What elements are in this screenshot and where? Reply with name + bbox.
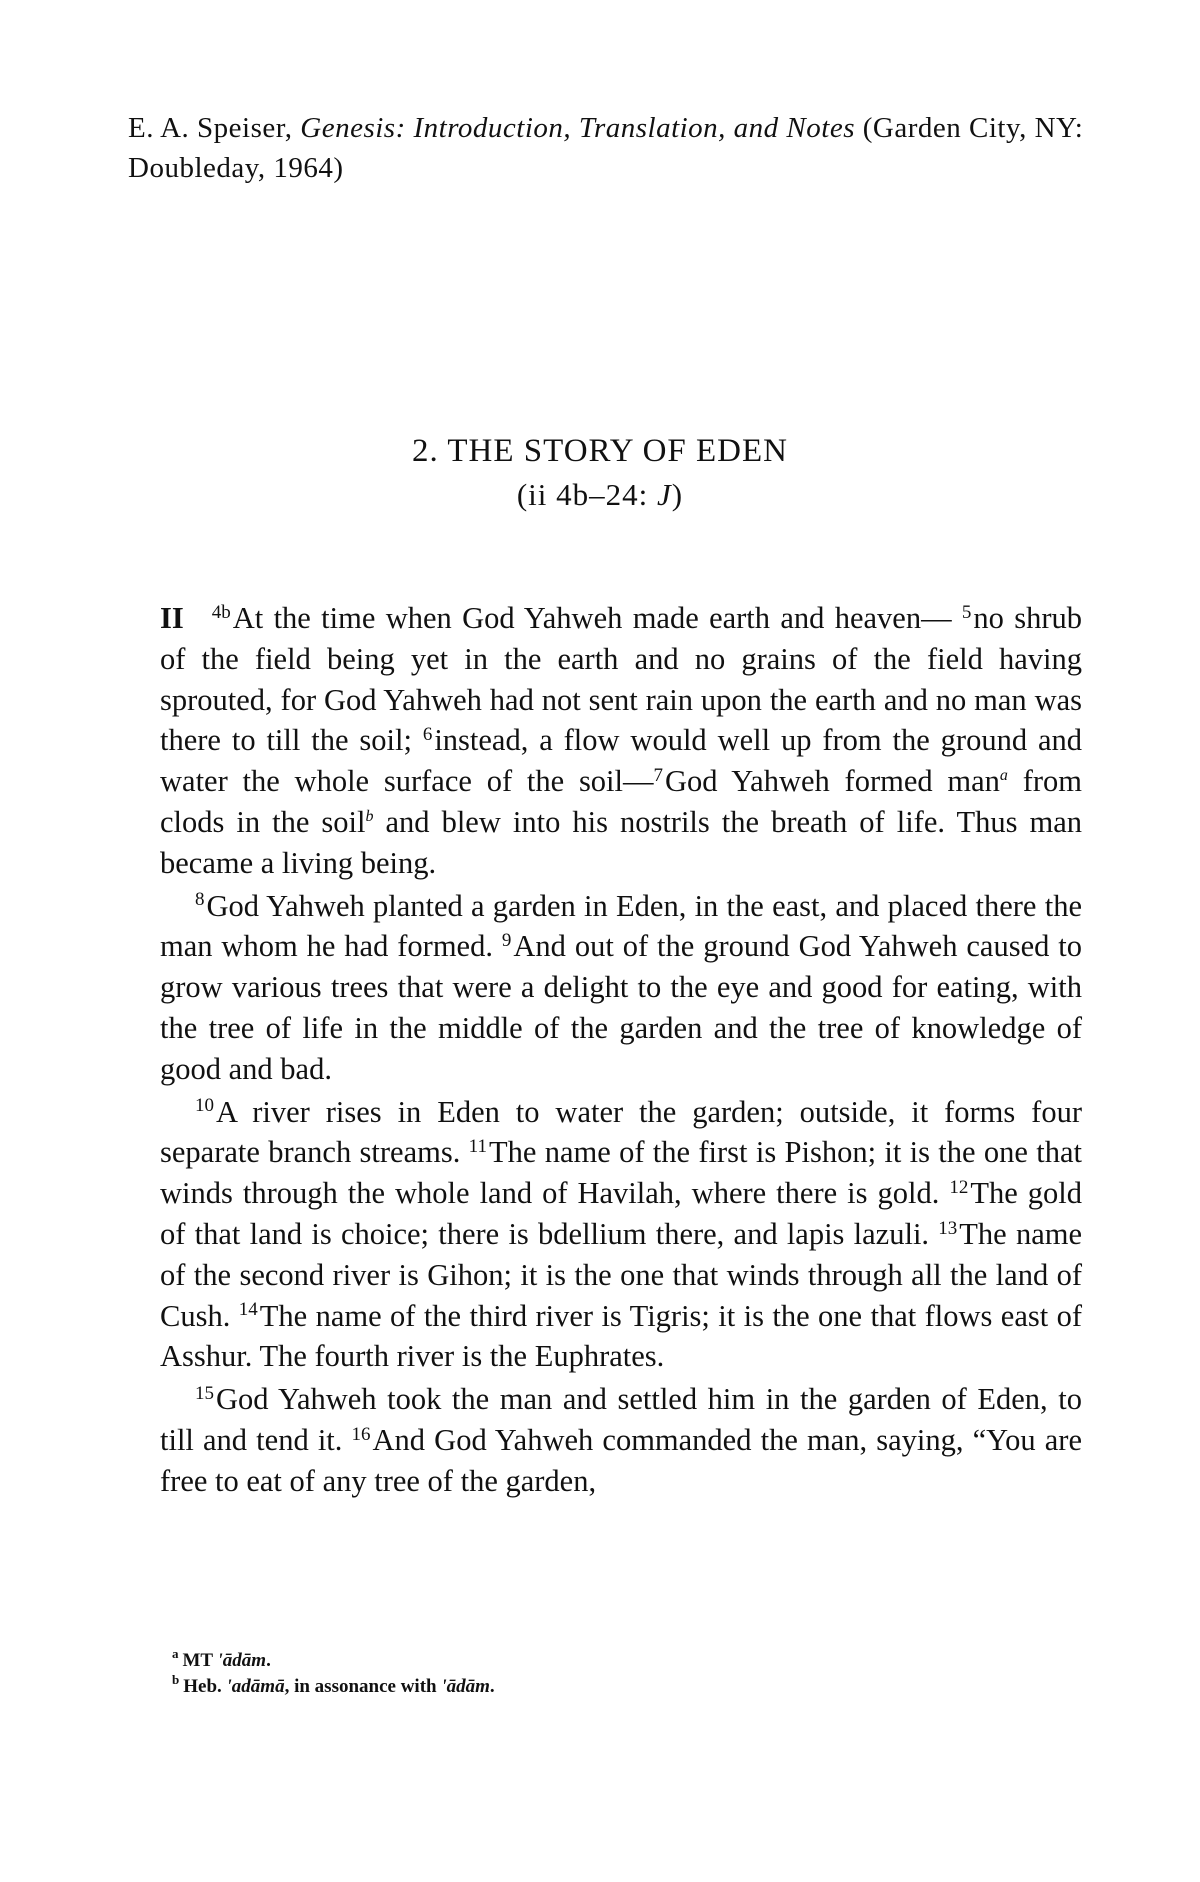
verse-text: And out of the ground God Yahweh caused to grow various trees that were a delight to the eye and good for eating, with the tree of life in the middle of the garden and the tree of knowledge of good and bad. [160,929,1082,1086]
verse-number: 11 [468,1135,487,1157]
verse-text: God Yahweh planted a garden in Eden, in the east, and placed there the man whom he had formed. [160,888,1082,964]
footnote-a [172,1648,1072,1674]
verse-number: 16 [351,1423,371,1445]
chapter-range [0,474,1200,516]
range-source: J [657,477,672,512]
verse-number: 12 [949,1176,969,1198]
range-close: ) [671,477,684,512]
footnote-text: . [266,1650,271,1671]
footnote-term: 'adāmā [226,1676,285,1697]
footnote-text: MT [182,1650,218,1671]
citation-title: Genesis: Introduction, Translation, and Notes [300,112,855,144]
range-open: (ii 4b–24: [516,477,658,512]
verse-text: The name of the second river is Gihon; it is the one that winds through all the land of Cush. [160,1216,1082,1333]
verse-number: 4b [211,601,231,623]
footnote-letter: b [172,1672,180,1688]
verse-text: and blew into his nostrils the breath of life. Thus man became a living being. [160,804,1082,880]
footnote-b [172,1674,1072,1700]
verse-text: from clods in the soil [160,764,1082,839]
citation [128,108,1128,188]
verse-text: The name of the third river is Tigris; it is the one that flows east of Asshur. The fourth river is the Euphrates. [160,1298,1082,1374]
footnote-marker: a [999,767,1008,784]
verse-text: And God Yahweh commanded the man, saying, “You are free to eat of any tree of the garden, [160,1422,1082,1498]
paragraph-1 [160,598,1082,884]
chapter-title: 2. THE STORY OF EDEN [411,433,788,469]
verse-text: A river rises in Eden to water the garden; outside, it forms four separate branch streams. [160,1094,1082,1170]
footnote-term: 'ādām [441,1676,490,1697]
verse-number: 7 [653,764,664,786]
verse-text: no shrub of the field being yet in the earth and no grains of the field having sprouted, for God Yahweh had not sent rain upon the earth and no man was there to till the soil; [160,601,1083,758]
verse-number: 9 [501,929,512,951]
paragraph-2 [160,886,1082,1090]
verse-text: At the time when God Yahweh made earth and heaven— [232,601,952,635]
paragraph-4 [160,1379,1082,1501]
verse-number: 13 [938,1217,958,1239]
footnotes [172,1648,1072,1700]
chapter-numeral: II [160,601,184,635]
footnote-text: Heb. [183,1676,227,1697]
citation-author: E. A. Speiser, [128,112,301,144]
footnote-marker: b [365,807,374,825]
paragraph-3 [160,1092,1082,1378]
verse-number: 6 [422,723,433,745]
verse-number: 14 [238,1299,258,1321]
footnote-text: , in assonance with [284,1676,442,1697]
footnote-letter: a [172,1646,179,1662]
verse-number: 8 [195,889,205,911]
verse-number: 5 [961,601,972,623]
body-text [160,598,1082,1502]
verse-text: The name of the first is Pishon; it is the one that winds through the whole land of Havilah, where there is gold. [160,1135,1082,1211]
footnote-text: . [489,1676,495,1697]
verse-text: instead, a flow would well up from the ground and water the whole surface of the soil— [160,723,1082,799]
verse-text: God Yahweh formed man [665,764,1000,799]
verse-number: 15 [195,1382,214,1404]
footnote-term: 'ādām [217,1650,267,1671]
verse-text: God Yahweh took the man and settled him in the garden of Eden, to till and tend it. [160,1382,1082,1457]
verse-text: The gold of that land is choice; there is bdellium there, and lapis lazuli. [160,1176,1082,1251]
verse-number: 10 [195,1095,214,1117]
citation-publication: (Garden City, NY: Doubleday, 1964) [128,112,1084,184]
